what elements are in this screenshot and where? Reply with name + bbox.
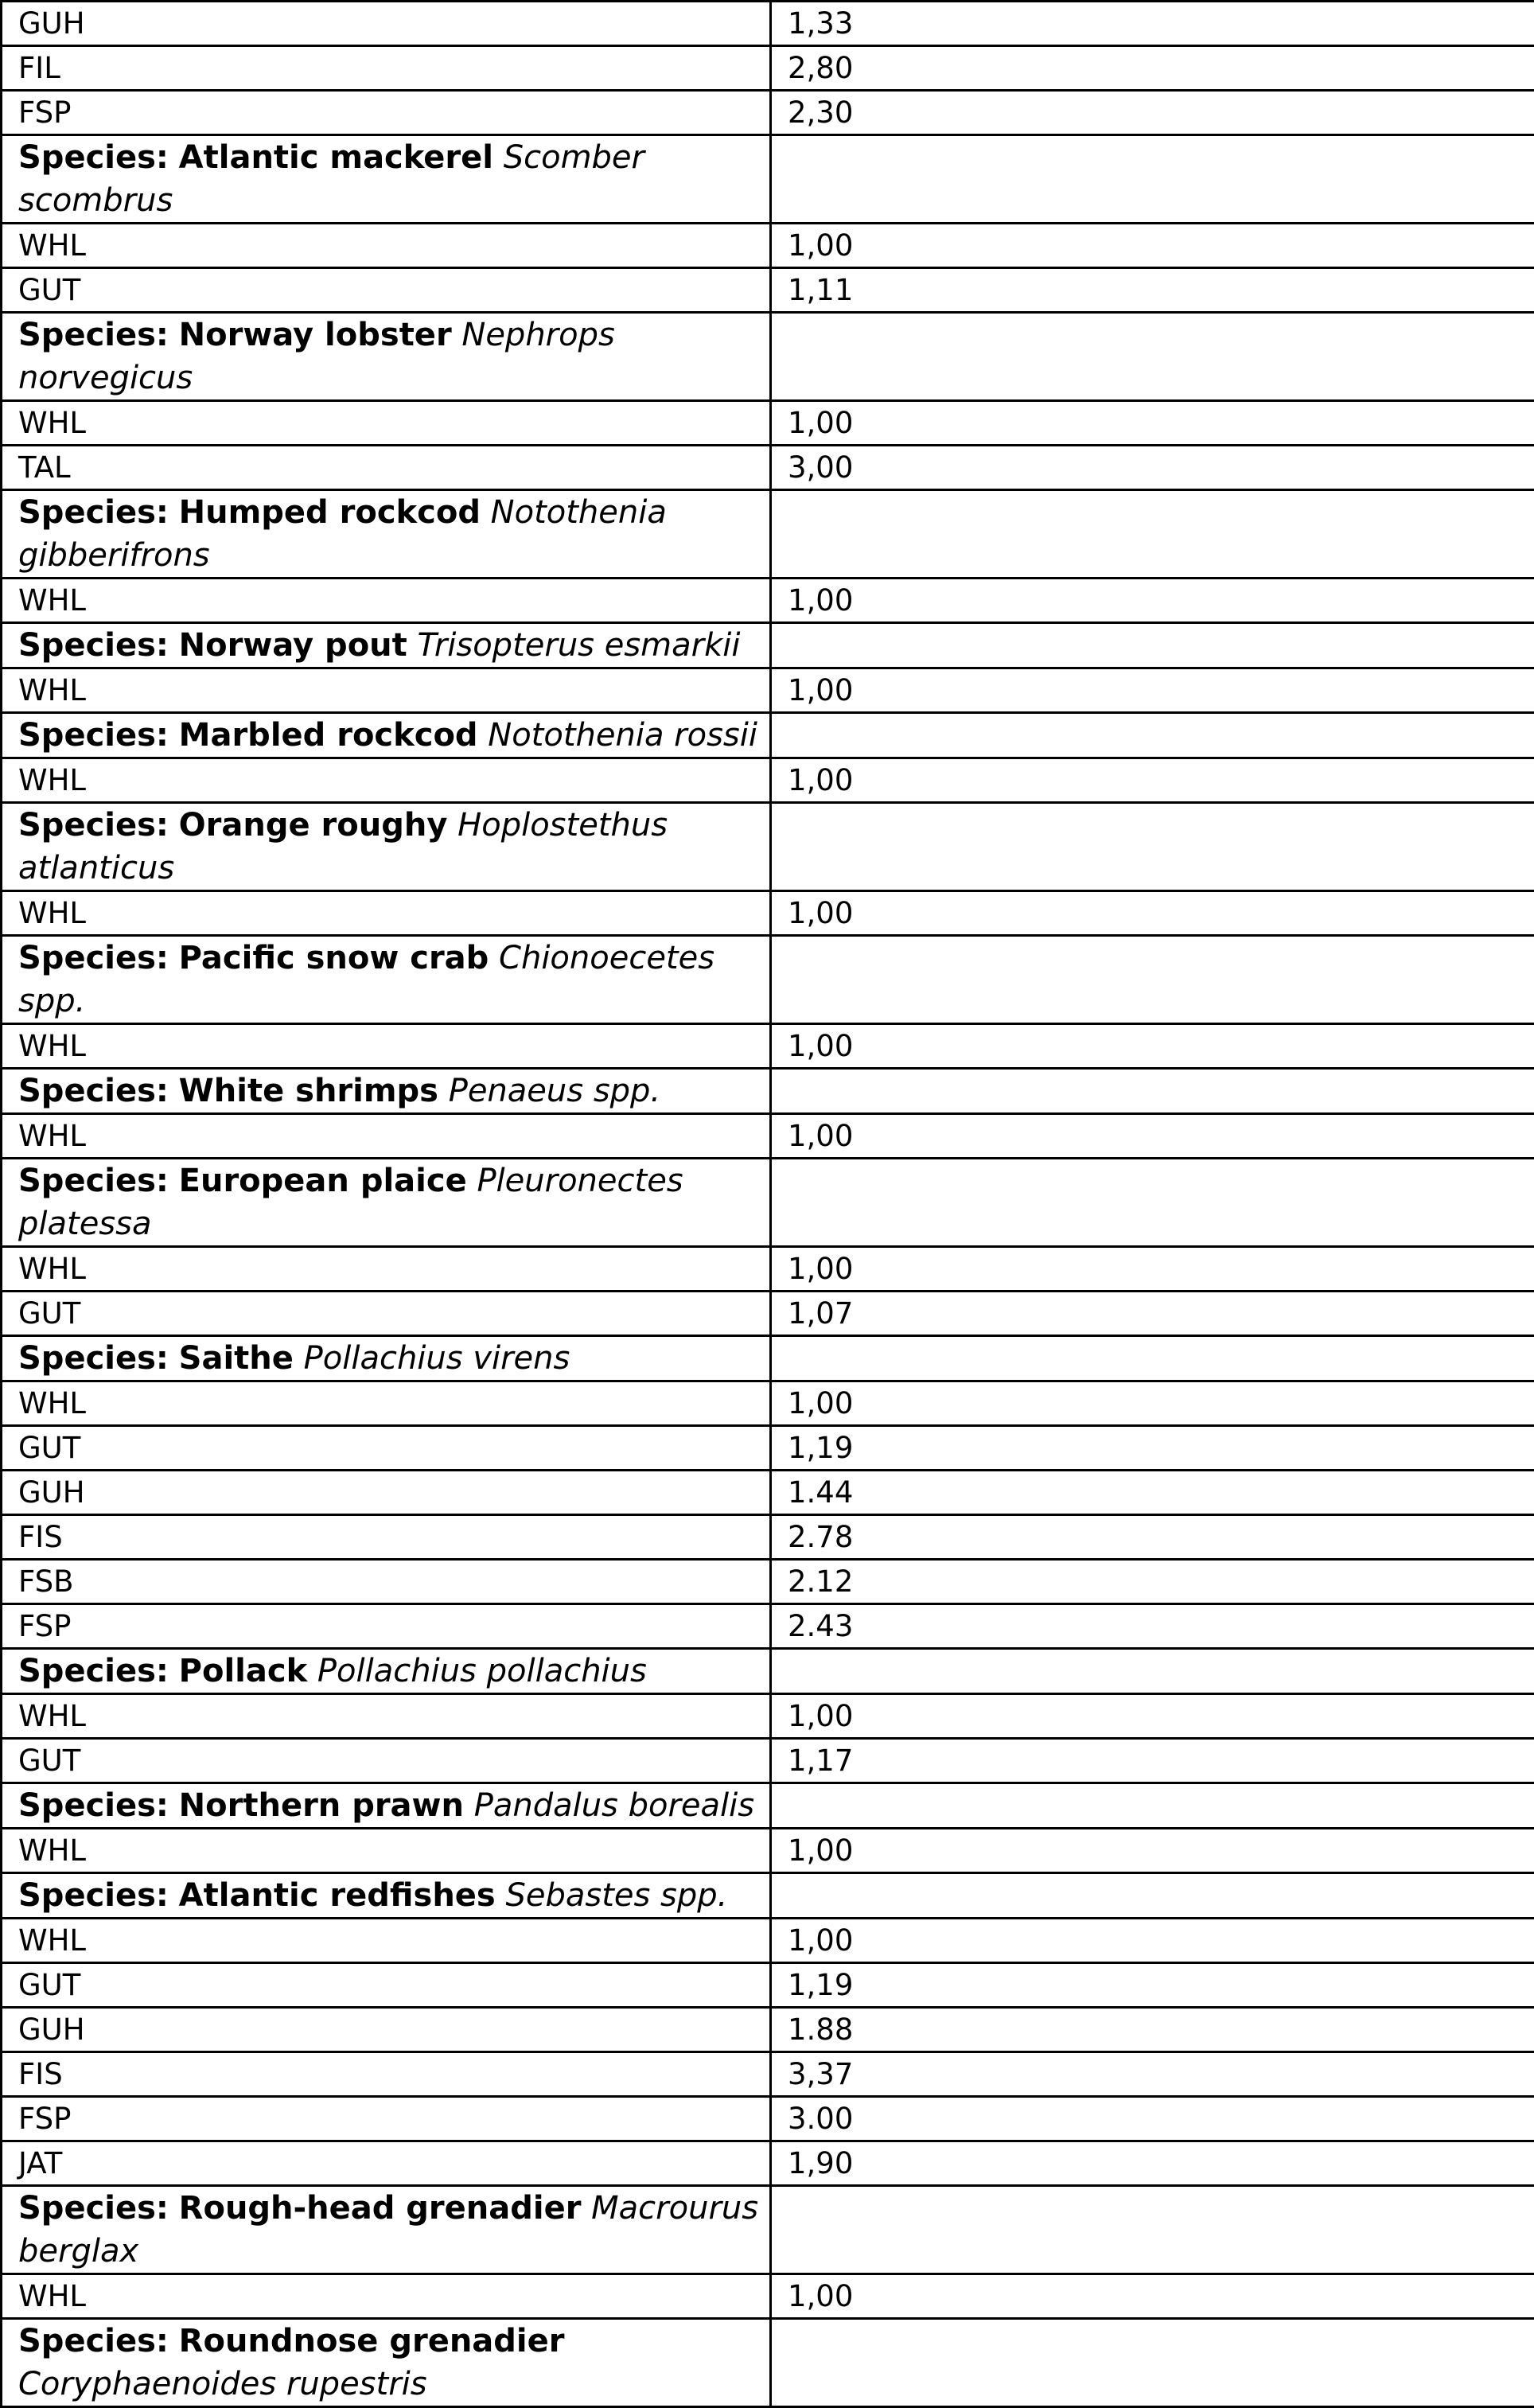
empty-cell: [771, 1069, 1534, 1114]
species-header-row: [2, 135, 1534, 224]
table-row: [2, 1739, 1534, 1783]
presentation-code-cell: GUT: [2, 1963, 771, 2008]
table-row: [2, 2097, 1534, 2141]
species-label: Species:: [18, 1340, 169, 1377]
species-label: Species:: [18, 940, 169, 976]
table-row: [2, 2274, 1534, 2319]
conversion-factor-cell: 2,30: [771, 91, 1534, 135]
common-name: Orange roughy: [179, 807, 448, 844]
species-name-cell: [2, 1783, 771, 1829]
species-header-row: [2, 1649, 1534, 1694]
table-row: [2, 579, 1534, 623]
conversion-factor-cell: 1,11: [771, 268, 1534, 313]
table-row: [2, 268, 1534, 313]
species-label: Species:: [18, 2190, 169, 2227]
conversion-factor-cell: 1,00: [771, 1381, 1534, 1426]
table-row: [2, 1829, 1534, 1873]
empty-cell: [771, 1649, 1534, 1694]
presentation-code-cell: FIS: [2, 2052, 771, 2097]
presentation-code-cell: WHL: [2, 2274, 771, 2319]
common-name: Pacific snow crab: [179, 940, 489, 976]
table-row: [2, 46, 1534, 91]
conversion-factor-cell: 1,19: [771, 1426, 1534, 1471]
scientific-name: Pollachius pollachius: [317, 1653, 647, 1689]
scientific-name: Notothenia rossii: [488, 717, 757, 754]
species-name-cell: [2, 2319, 771, 2407]
species-name-cell: [2, 2186, 771, 2274]
presentation-code-cell: GUT: [2, 268, 771, 313]
presentation-code-cell: WHL: [2, 758, 771, 803]
species-header-row: [2, 803, 1534, 891]
common-name: Atlantic mackerel: [179, 139, 493, 176]
presentation-code-cell: WHL: [2, 401, 771, 446]
species-label: Species:: [18, 2323, 169, 2359]
empty-cell: [771, 713, 1534, 758]
presentation-code-cell: FSP: [2, 1604, 771, 1649]
empty-cell: [771, 1336, 1534, 1381]
species-header-row: [2, 936, 1534, 1024]
presentation-code-cell: WHL: [2, 1694, 771, 1739]
table-row: [2, 1919, 1534, 1963]
empty-cell: [771, 135, 1534, 224]
common-name: European plaice: [179, 1163, 467, 1199]
conversion-factor-cell: 1,19: [771, 1963, 1534, 2008]
presentation-code-cell: FIS: [2, 1515, 771, 1560]
presentation-code-cell: GUT: [2, 1739, 771, 1783]
scientific-name: Pandalus borealis: [474, 1787, 754, 1824]
table-row: [2, 401, 1534, 446]
presentation-code-cell: WHL: [2, 1381, 771, 1426]
presentation-code-cell: FIL: [2, 46, 771, 91]
species-name-cell: [2, 803, 771, 891]
conversion-factor-cell: 2,80: [771, 46, 1534, 91]
conversion-factor-cell: 1,00: [771, 1247, 1534, 1292]
scientific-name: Trisopterus esmarkii: [417, 627, 740, 664]
species-header-row: [2, 713, 1534, 758]
empty-cell: [771, 490, 1534, 579]
presentation-code-cell: WHL: [2, 1024, 771, 1069]
table-row: [2, 1471, 1534, 1515]
table-row: [2, 2052, 1534, 2097]
species-header-row: [2, 623, 1534, 668]
scientific-name: Macrourus berglax: [18, 2190, 758, 2270]
conversion-factor-cell: 1.44: [771, 1471, 1534, 1515]
species-label: Species:: [18, 1877, 169, 1914]
species-name-cell: [2, 135, 771, 224]
species-label: Species:: [18, 1073, 169, 1109]
scientific-name: Hoplostethus atlanticus: [18, 807, 668, 886]
species-label: Species:: [18, 494, 169, 531]
scientific-name: Sebastes spp.: [505, 1877, 727, 1914]
common-name: White shrimps: [179, 1073, 438, 1109]
presentation-code-cell: GUH: [2, 1471, 771, 1515]
species-name-cell: [2, 313, 771, 401]
table-row: [2, 2141, 1534, 2186]
common-name: Norway pout: [179, 627, 407, 664]
species-name-cell: [2, 1159, 771, 1247]
common-name: Atlantic redfishes: [179, 1877, 496, 1914]
conversion-factor-cell: 1,17: [771, 1739, 1534, 1783]
species-header-row: [2, 2186, 1534, 2274]
conversion-factor-cell: 1,00: [771, 579, 1534, 623]
common-name: Roundnose grenadier: [179, 2323, 565, 2359]
species-label: Species:: [18, 317, 169, 353]
conversion-factor-cell: 1,33: [771, 2, 1534, 46]
presentation-code-cell: JAT: [2, 2141, 771, 2186]
conversion-factor-cell: 1,00: [771, 891, 1534, 936]
species-name-cell: [2, 936, 771, 1024]
presentation-code-cell: WHL: [2, 579, 771, 623]
table-row: [2, 224, 1534, 268]
conversion-factor-cell: 2.78: [771, 1515, 1534, 1560]
conversion-factor-cell: 1,90: [771, 2141, 1534, 2186]
species-header-row: [2, 1336, 1534, 1381]
presentation-code-cell: WHL: [2, 1919, 771, 1963]
presentation-code-cell: WHL: [2, 1829, 771, 1873]
table-row: [2, 1694, 1534, 1739]
species-header-row: [2, 313, 1534, 401]
empty-cell: [771, 2319, 1534, 2407]
scientific-name: Pollachius virens: [304, 1340, 570, 1377]
species-label: Species:: [18, 627, 169, 664]
presentation-code-cell: WHL: [2, 668, 771, 713]
conversion-factor-cell: 1,00: [771, 224, 1534, 268]
species-name-cell: [2, 713, 771, 758]
species-header-row: [2, 1873, 1534, 1919]
table-row: [2, 1426, 1534, 1471]
table-row: [2, 446, 1534, 490]
table-row: [2, 668, 1534, 713]
presentation-code-cell: TAL: [2, 446, 771, 490]
empty-cell: [771, 1783, 1534, 1829]
conversion-factor-cell: 1,00: [771, 758, 1534, 803]
table-row: [2, 1292, 1534, 1336]
conversion-factor-cell: 3.00: [771, 2097, 1534, 2141]
table-row: [2, 1247, 1534, 1292]
species-label: Species:: [18, 1163, 169, 1199]
empty-cell: [771, 623, 1534, 668]
species-label: Species:: [18, 807, 169, 844]
common-name: Marbled rockcod: [179, 717, 478, 754]
species-name-cell: [2, 1649, 771, 1694]
scientific-name: Pleuronectes platessa: [18, 1163, 683, 1242]
scientific-name: Nephrops norvegicus: [18, 317, 615, 396]
conversion-factor-cell: 2.12: [771, 1560, 1534, 1604]
conversion-factor-cell: 1,00: [771, 1694, 1534, 1739]
presentation-code-cell: FSB: [2, 1560, 771, 1604]
table-row: [2, 2, 1534, 46]
common-name: Norway lobster: [179, 317, 452, 353]
table-row: [2, 1604, 1534, 1649]
common-name: Northern prawn: [179, 1787, 464, 1824]
conversion-factor-cell: 1,00: [771, 2274, 1534, 2319]
presentation-code-cell: GUH: [2, 2, 771, 46]
table-row: [2, 1114, 1534, 1159]
presentation-code-cell: GUT: [2, 1292, 771, 1336]
presentation-code-cell: WHL: [2, 224, 771, 268]
table-row: [2, 1963, 1534, 2008]
species-name-cell: [2, 1873, 771, 1919]
empty-cell: [771, 313, 1534, 401]
conversion-factor-cell: 3,00: [771, 446, 1534, 490]
conversion-factor-cell: 1,07: [771, 1292, 1534, 1336]
species-label: Species:: [18, 1787, 169, 1824]
empty-cell: [771, 936, 1534, 1024]
presentation-code-cell: GUH: [2, 2008, 771, 2052]
scientific-name: Scomber scombrus: [18, 139, 644, 219]
species-name-cell: [2, 1069, 771, 1114]
presentation-code-cell: WHL: [2, 1114, 771, 1159]
species-label: Species:: [18, 717, 169, 754]
species-header-row: [2, 1783, 1534, 1829]
conversion-factor-cell: 1.88: [771, 2008, 1534, 2052]
conversion-factor-cell: 1,00: [771, 1829, 1534, 1873]
common-name: Saithe: [179, 1340, 294, 1377]
empty-cell: [771, 1159, 1534, 1247]
table-row: [2, 1560, 1534, 1604]
conversion-factor-cell: 3,37: [771, 2052, 1534, 2097]
presentation-code-cell: WHL: [2, 891, 771, 936]
conversion-factor-cell: 1,00: [771, 1114, 1534, 1159]
empty-cell: [771, 1873, 1534, 1919]
scientific-name: Chionoecetes spp.: [18, 940, 714, 1019]
species-header-row: [2, 490, 1534, 579]
scientific-name: Notothenia gibberifrons: [18, 494, 667, 574]
species-header-row: [2, 2319, 1534, 2407]
table-body: [2, 2, 1534, 2407]
species-name-cell: [2, 623, 771, 668]
common-name: Humped rockcod: [179, 494, 481, 531]
scientific-name: Coryphaenoides rupestris: [18, 2366, 427, 2402]
conversion-factor-cell: 1,00: [771, 401, 1534, 446]
species-label: Species:: [18, 139, 169, 176]
table-row: [2, 91, 1534, 135]
table-row: [2, 2008, 1534, 2052]
conversion-factor-cell: 1,00: [771, 668, 1534, 713]
empty-cell: [771, 803, 1534, 891]
species-name-cell: [2, 490, 771, 579]
species-header-row: [2, 1159, 1534, 1247]
table-row: [2, 1381, 1534, 1426]
conversion-factor-cell: 2.43: [771, 1604, 1534, 1649]
scientific-name: Penaeus spp.: [449, 1073, 660, 1109]
species-name-cell: [2, 1336, 771, 1381]
species-header-row: [2, 1069, 1534, 1114]
table-row: [2, 758, 1534, 803]
presentation-code-cell: GUT: [2, 1426, 771, 1471]
common-name: Pollack: [179, 1653, 308, 1689]
conversion-factor-cell: 1,00: [771, 1919, 1534, 1963]
table-row: [2, 1024, 1534, 1069]
table-row: [2, 891, 1534, 936]
presentation-code-cell: FSP: [2, 2097, 771, 2141]
empty-cell: [771, 2186, 1534, 2274]
presentation-code-cell: WHL: [2, 1247, 771, 1292]
conversion-factor-cell: 1,00: [771, 1024, 1534, 1069]
presentation-code-cell: FSP: [2, 91, 771, 135]
common-name: Rough-head grenadier: [179, 2190, 582, 2227]
species-label: Species:: [18, 1653, 169, 1689]
table-row: [2, 1515, 1534, 1560]
